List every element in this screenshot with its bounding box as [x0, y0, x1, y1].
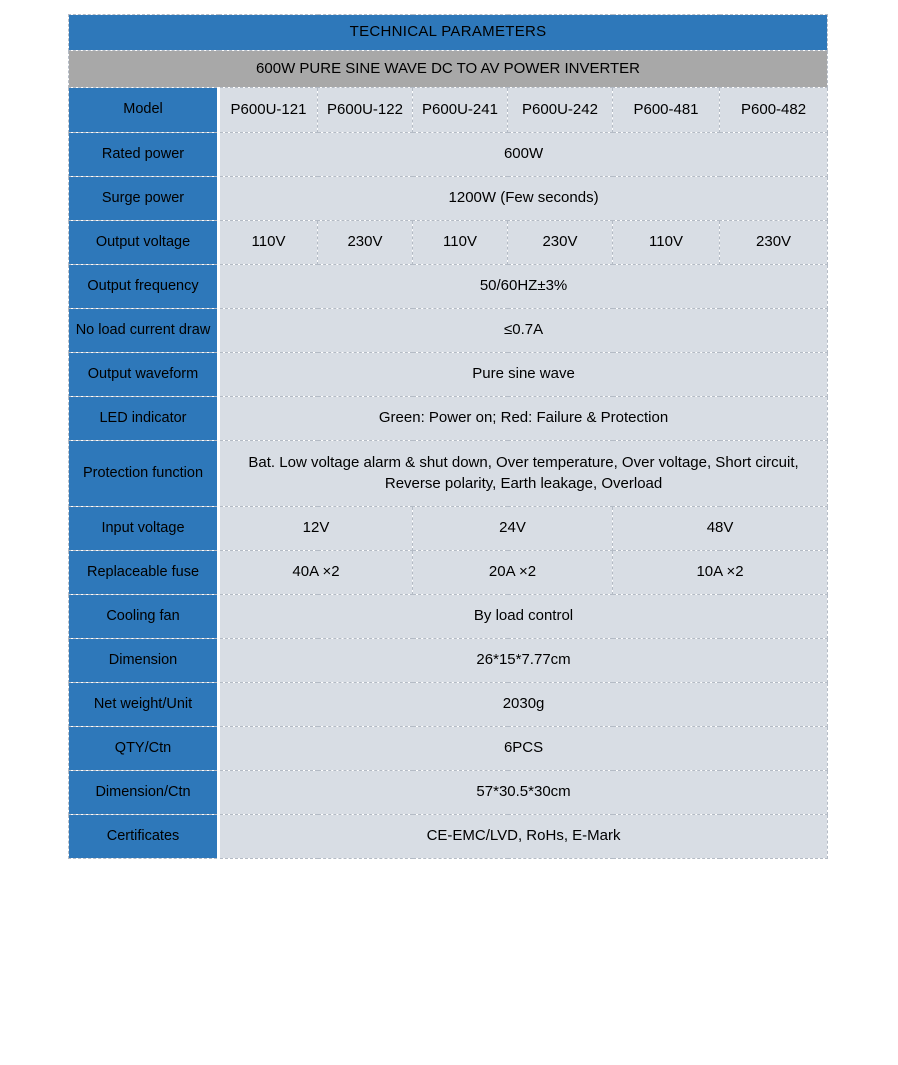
row-dimension-ctn	[69, 771, 828, 815]
table-subheader-row	[69, 51, 828, 88]
table-header-row	[69, 15, 828, 51]
row-label-no-load-current-draw: No load current draw	[69, 309, 219, 353]
table-title: TECHNICAL PARAMETERS	[69, 15, 828, 51]
cell-rated-power: 600W	[219, 133, 828, 177]
table-subtitle: 600W PURE SINE WAVE DC TO AV POWER INVERTER	[69, 51, 828, 88]
row-surge-power	[69, 177, 828, 221]
row-label-surge-power: Surge power	[69, 177, 219, 221]
row-output-voltage	[69, 221, 828, 265]
cell-input-voltage: 48V	[613, 507, 828, 551]
cell-output-waveform: Pure sine wave	[219, 353, 828, 397]
row-label-certificates: Certificates	[69, 815, 219, 859]
row-cooling-fan	[69, 595, 828, 639]
row-input-voltage	[69, 507, 828, 551]
row-dimension	[69, 639, 828, 683]
cell-output-voltage: 110V	[219, 221, 318, 265]
row-label-cooling-fan: Cooling fan	[69, 595, 219, 639]
cell-input-voltage: 12V	[219, 507, 413, 551]
cell-output-voltage: 110V	[413, 221, 508, 265]
cell-output-voltage: 230V	[720, 221, 828, 265]
cell-led-indicator: Green: Power on; Red: Failure & Protection	[219, 397, 828, 441]
cell-cooling-fan: By load control	[219, 595, 828, 639]
row-rated-power	[69, 133, 828, 177]
model-value: P600U-121	[219, 88, 318, 133]
row-led-indicator	[69, 397, 828, 441]
row-label-dimension: Dimension	[69, 639, 219, 683]
cell-input-voltage: 24V	[413, 507, 613, 551]
row-label-dimension-ctn: Dimension/Ctn	[69, 771, 219, 815]
cell-dimension: 26*15*7.77cm	[219, 639, 828, 683]
cell-protection-function: Bat. Low voltage alarm & shut down, Over temperature, Over voltage, Short circuit, Reverse polarity, Earth leakage, Overload	[219, 441, 828, 507]
model-value: P600U-241	[413, 88, 508, 133]
row-label-output-voltage: Output voltage	[69, 221, 219, 265]
cell-net-weight-unit: 2030g	[219, 683, 828, 727]
row-no-load-current-draw	[69, 309, 828, 353]
row-label-output-frequency: Output frequency	[69, 265, 219, 309]
model-value: P600U-242	[508, 88, 613, 133]
row-label-output-waveform: Output waveform	[69, 353, 219, 397]
model-value: P600-481	[613, 88, 720, 133]
row-label-led-indicator: LED indicator	[69, 397, 219, 441]
technical-parameters-table	[68, 14, 828, 859]
row-certificates	[69, 815, 828, 859]
cell-replaceable-fuse: 20A ×2	[413, 551, 613, 595]
cell-dimension-ctn: 57*30.5*30cm	[219, 771, 828, 815]
model-row	[69, 88, 828, 133]
row-label-rated-power: Rated power	[69, 133, 219, 177]
cell-output-frequency: 50/60HZ±3%	[219, 265, 828, 309]
model-value: P600U-122	[318, 88, 413, 133]
cell-output-voltage: 230V	[318, 221, 413, 265]
cell-output-voltage: 230V	[508, 221, 613, 265]
row-label-input-voltage: Input voltage	[69, 507, 219, 551]
row-output-waveform	[69, 353, 828, 397]
row-label-protection-function: Protection function	[69, 441, 219, 507]
row-protection-function	[69, 441, 828, 507]
cell-output-voltage: 110V	[613, 221, 720, 265]
cell-no-load-current-draw: ≤0.7A	[219, 309, 828, 353]
cell-replaceable-fuse: 40A ×2	[219, 551, 413, 595]
cell-qty-ctn: 6PCS	[219, 727, 828, 771]
row-qty-ctn	[69, 727, 828, 771]
model-value: P600-482	[720, 88, 828, 133]
row-replaceable-fuse	[69, 551, 828, 595]
row-label-model: Model	[69, 88, 219, 133]
row-label-qty-ctn: QTY/Ctn	[69, 727, 219, 771]
row-output-frequency	[69, 265, 828, 309]
cell-certificates: CE-EMC/LVD, RoHs, E-Mark	[219, 815, 828, 859]
row-label-replaceable-fuse: Replaceable fuse	[69, 551, 219, 595]
row-net-weight-unit	[69, 683, 828, 727]
cell-surge-power: 1200W (Few seconds)	[219, 177, 828, 221]
cell-replaceable-fuse: 10A ×2	[613, 551, 828, 595]
row-label-net-weight-unit: Net weight/Unit	[69, 683, 219, 727]
